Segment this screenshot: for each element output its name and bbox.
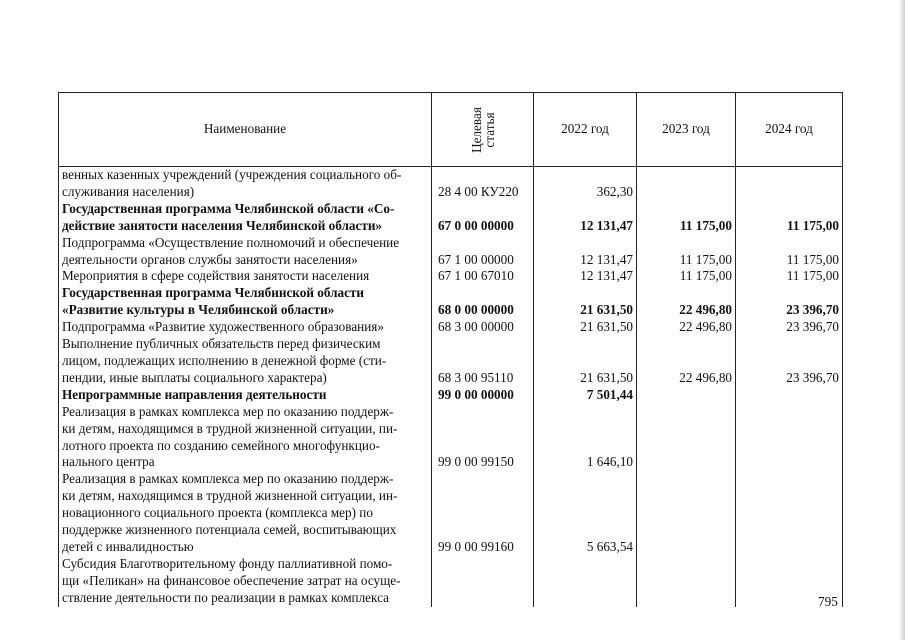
row-value-2023: [637, 387, 736, 404]
row-name: Государственная программа Челябинской области «Со- действие занятости населения Челябинской области»: [59, 201, 432, 235]
row-name: Непрограммные направления деятельности: [59, 387, 432, 404]
table-body: [59, 167, 843, 607]
row-value-2024: 23 396,70: [736, 336, 843, 387]
row-target-article: 99 0 00 99160: [432, 471, 534, 556]
row-name: Реализация в рамках комплекса мер по оказанию поддерж- ки детям, находящимся в трудной жизненной ситуации, ин- новационного социального проекта (комплекса мер) по поддержке жизненного потенциала семей, воспитывающих детей с инвалидностью: [59, 471, 432, 556]
row-name: венных казенных учреждений (учреждения социального об- служивания населения): [59, 167, 432, 201]
row-value-2022: 12 131,47: [534, 268, 637, 285]
table-row: [59, 285, 843, 319]
row-target-article: 68 3 00 00000: [432, 319, 534, 336]
table-row: [59, 471, 843, 556]
row-name: Субсидия Благотворительному фонду паллиативной помо- щи «Пеликан» на финансовое обеспечение затрат на осуще- ствление деятельности по реализации в рамках комплекса: [59, 556, 432, 607]
row-name: Мероприятия в сфере содействия занятости населения: [59, 268, 432, 285]
table-row: [59, 336, 843, 387]
table-row: [59, 404, 843, 472]
table-header-row: [59, 93, 843, 167]
table-row: [59, 201, 843, 235]
row-target-article: [432, 556, 534, 607]
row-name: Подпрограмма «Развитие художественного образования»: [59, 319, 432, 336]
row-value-2024: 23 396,70: [736, 285, 843, 319]
page-edge-shadow: [899, 0, 905, 640]
table-row: [59, 167, 843, 201]
row-value-2023: 11 175,00: [637, 235, 736, 269]
header-year-2023: 2023 год: [637, 93, 736, 167]
row-value-2023: [637, 404, 736, 472]
row-value-2023: [637, 556, 736, 607]
table-row: [59, 387, 843, 404]
row-value-2024: [736, 167, 843, 201]
row-value-2022: 21 631,50: [534, 319, 637, 336]
row-value-2023: 11 175,00: [637, 268, 736, 285]
row-name: Реализация в рамках комплекса мер по оказанию поддерж- ки детям, находящимся в трудной жизненной ситуации, пи- лотного проекта по созданию семейного многофункцио- нального центра: [59, 404, 432, 472]
header-code-line2: статья: [481, 111, 497, 148]
row-value-2022: 1 646,10: [534, 404, 637, 472]
row-value-2023: 22 496,80: [637, 319, 736, 336]
row-value-2022: 12 131,47: [534, 201, 637, 235]
row-target-article: 67 1 00 00000: [432, 235, 534, 269]
row-value-2022: 7 501,44: [534, 387, 637, 404]
row-value-2024: 11 175,00: [736, 268, 843, 285]
row-name: Выполнение публичных обязательств перед физическим лицом, подлежащих исполнению в денежной форме (сти- пендии, иные выплаты социального характера): [59, 336, 432, 387]
row-value-2022: 5 663,54: [534, 471, 637, 556]
row-value-2023: 11 175,00: [637, 201, 736, 235]
row-target-article: 28 4 00 КУ220: [432, 167, 534, 201]
table-row: [59, 556, 843, 607]
row-target-article: 67 1 00 67010: [432, 268, 534, 285]
header-code-line1: Целевая: [468, 106, 484, 153]
row-value-2023: 22 496,80: [637, 336, 736, 387]
table-row: [59, 319, 843, 336]
row-name: Подпрограмма «Осуществление полномочий и обеспечение деятельности органов службы занятости населения»: [59, 235, 432, 269]
row-value-2022: [534, 556, 637, 607]
row-value-2024: [736, 404, 843, 472]
table-row: [59, 235, 843, 269]
page-number: 795: [818, 594, 838, 609]
header-name: Наименование: [59, 93, 432, 167]
row-name: Государственная программа Челябинской области «Развитие культуры в Челябинской области»: [59, 285, 432, 319]
row-target-article: 67 0 00 00000: [432, 201, 534, 235]
row-value-2024: [736, 471, 843, 556]
row-value-2022: 21 631,50: [534, 336, 637, 387]
table-row: [59, 268, 843, 285]
header-target-article: [432, 93, 534, 167]
row-target-article: 68 0 00 00000: [432, 285, 534, 319]
row-value-2024: [736, 387, 843, 404]
header-year-2024: 2024 год: [736, 93, 843, 167]
row-value-2022: 21 631,50: [534, 285, 637, 319]
header-year-2022: 2022 год: [534, 93, 637, 167]
row-target-article: 99 0 00 99150: [432, 404, 534, 472]
row-value-2023: [637, 471, 736, 556]
row-value-2022: 12 131,47: [534, 235, 637, 269]
row-value-2022: 362,30: [534, 167, 637, 201]
row-value-2023: [637, 167, 736, 201]
row-value-2024: 11 175,00: [736, 235, 843, 269]
row-value-2024: 11 175,00: [736, 201, 843, 235]
budget-table: [58, 92, 843, 607]
row-value-2023: 22 496,80: [637, 285, 736, 319]
row-target-article: 99 0 00 00000: [432, 387, 534, 404]
row-target-article: 68 3 00 95110: [432, 336, 534, 387]
row-value-2024: 23 396,70: [736, 319, 843, 336]
